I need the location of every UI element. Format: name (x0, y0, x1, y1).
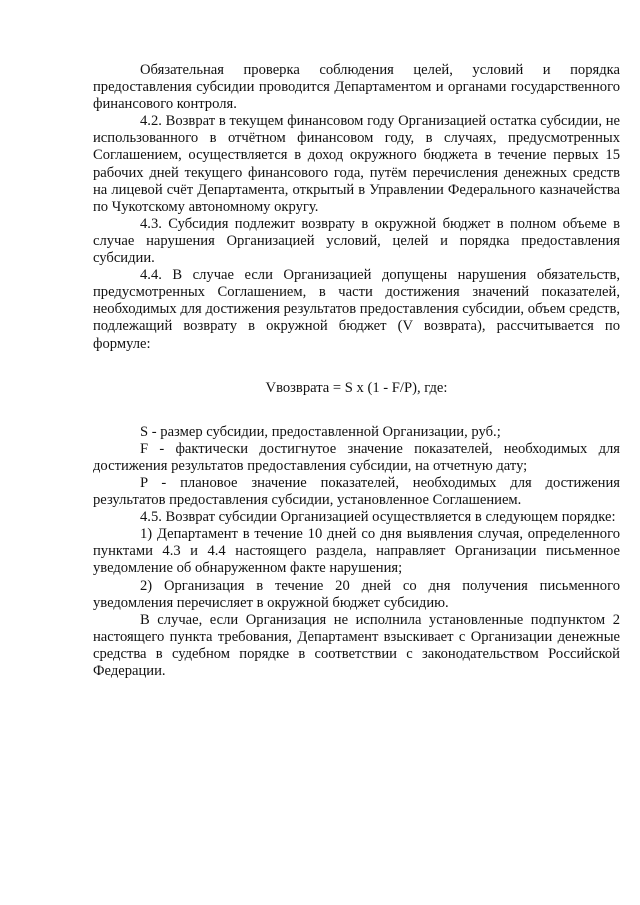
definition-f: F - фактически достигнутое значение показателей, необходимых для достижения результатов предоставления субсидии, на отчетную дату; (93, 440, 620, 474)
document-body (93, 62, 620, 680)
paragraph-4-3: 4.3. Субсидия подлежит возврату в окружной бюджет в полном объеме в случае нарушения Организацией условий, целей и порядка предоставления субсидии. (93, 215, 620, 267)
paragraph-4-2: 4.2. Возврат в текущем финансовом году Организацией остатка субсидии, не использованного в отчётном финансовом году, в случаях, предусмотренных Соглашением, осуществляется в доход окружного бюджета в течение первых 15 рабочих дней текущего финансового года, путём перечисления денежных средств на лицевой счёт Департамента, открытый в Управлении Федерального казначейства по Чукотскому автономному округу. (93, 113, 620, 215)
paragraph-4-4: 4.4. В случае если Организацией допущены нарушения обязательств, предусмотренных Соглашением, в части достижения значений показателей, необходимых для достижения результатов предоставления субсидии, объем средств, подлежащий возврату в окружной бюджет (V возврата), рассчитывается по формуле: (93, 267, 620, 352)
definition-p: P - плановое значение показателей, необходимых для достижения результатов предоставления субсидии, установленное Соглашением. (93, 474, 620, 509)
paragraph-4-5: 4.5. Возврат субсидии Организацией осуществляется в следующем порядке: (140, 509, 616, 526)
paragraph-control: Обязательная проверка соблюдения целей, условий и порядка предоставления субсидии проводится Департаментом и органами государственного финансового контроля. (93, 62, 620, 113)
definition-s: S - размер субсидии, предоставленной Организации, руб.; (140, 423, 501, 440)
paragraph-enforcement: В случае, если Организация не исполнила установленные подпунктом 2 настоящего пункта требования, Департамент взыскивает с Организации денежные средства в судебном порядке в соответствии с законодательством Российской Федерации. (93, 611, 620, 679)
subitem-2: 2) Организация в течение 20 дней со дня получения письменного уведомления перечисляет в окружной бюджет субсидию. (93, 577, 620, 611)
subitem-1: 1) Департамент в течение 10 дней со дня выявления случая, определенного пунктами 4.3 и 4.4 настоящего раздела, направляет Организации письменное уведомление об обнаруженном факте нарушения; (93, 526, 620, 577)
refund-formula: Vвозврата = S x (1 - F/P), где: (265, 379, 448, 396)
